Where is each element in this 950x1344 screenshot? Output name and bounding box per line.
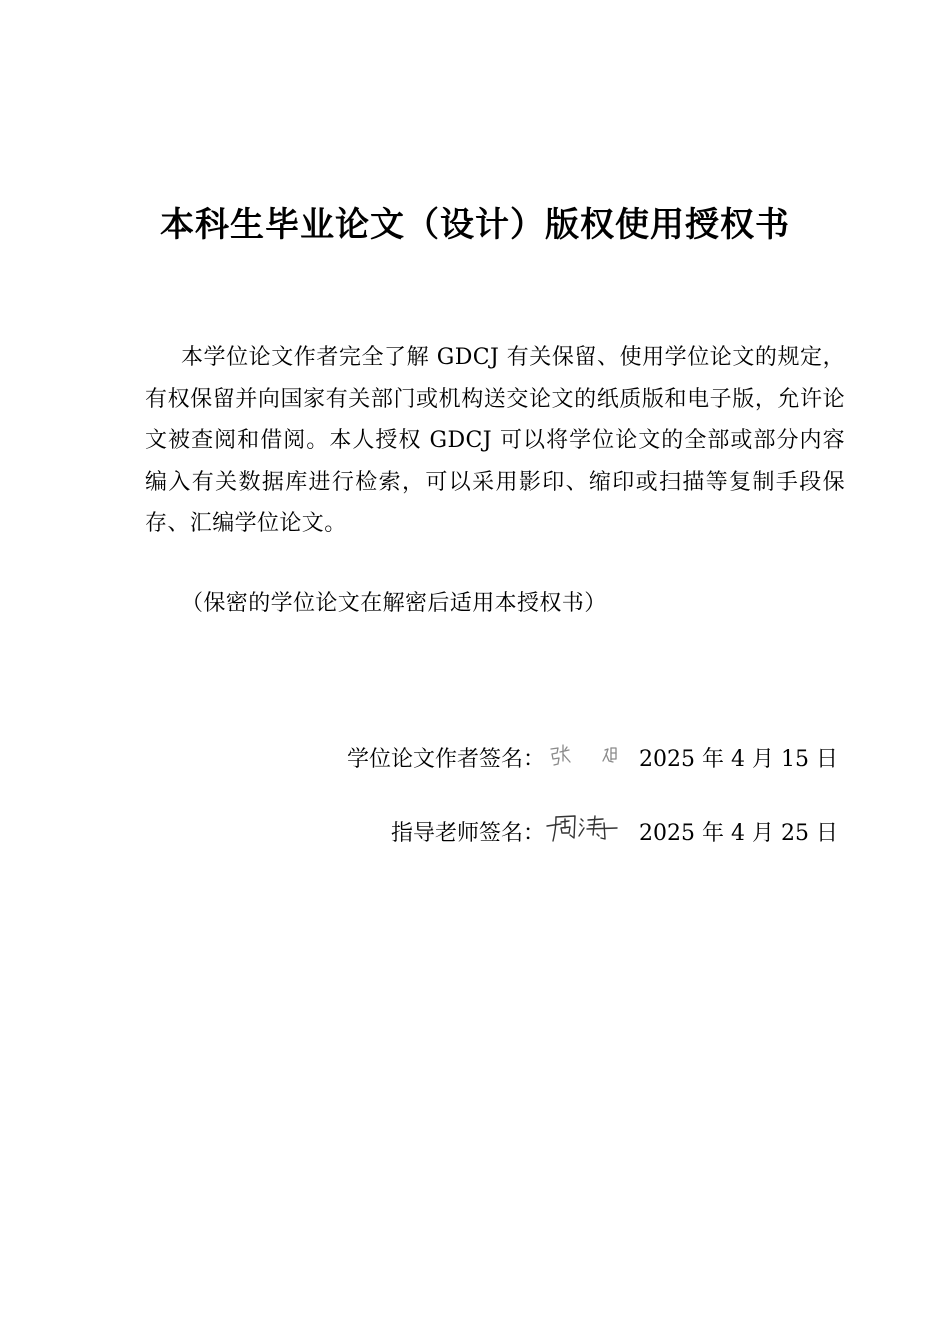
document-title: 本科生毕业论文（设计）版权使用授权书 xyxy=(160,205,790,245)
author-signature-line xyxy=(347,737,838,777)
authorization-paragraph: 本学位论文作者完全了解 GDCJ 有关保留、使用学位论文的规定，有权保留并向国家有关部门或机构送交论文的纸质版和电子版，允许论文被查阅和借阅。本人授权 GDCJ 可以将学位论文的全部或部分内容编入有关数据库进行检索，可以采用影印、缩印或扫描等复制手段保存、汇编学位论文。 xyxy=(145,345,845,536)
author-signature-label: 学位论文作者签名： xyxy=(347,746,546,772)
author-sign-date: 2025 年 4 月 15 日 xyxy=(639,746,838,772)
author-handwritten-signature xyxy=(545,737,639,777)
advisor-signature-label: 指导老师签名： xyxy=(391,820,546,846)
confidential-note: （保密的学位论文在解密后适用本授权书） xyxy=(181,591,607,616)
advisor-handwritten-signature xyxy=(545,811,639,851)
advisor-signature-line xyxy=(391,811,838,851)
advisor-sign-date: 2025 年 4 月 25 日 xyxy=(639,820,838,846)
